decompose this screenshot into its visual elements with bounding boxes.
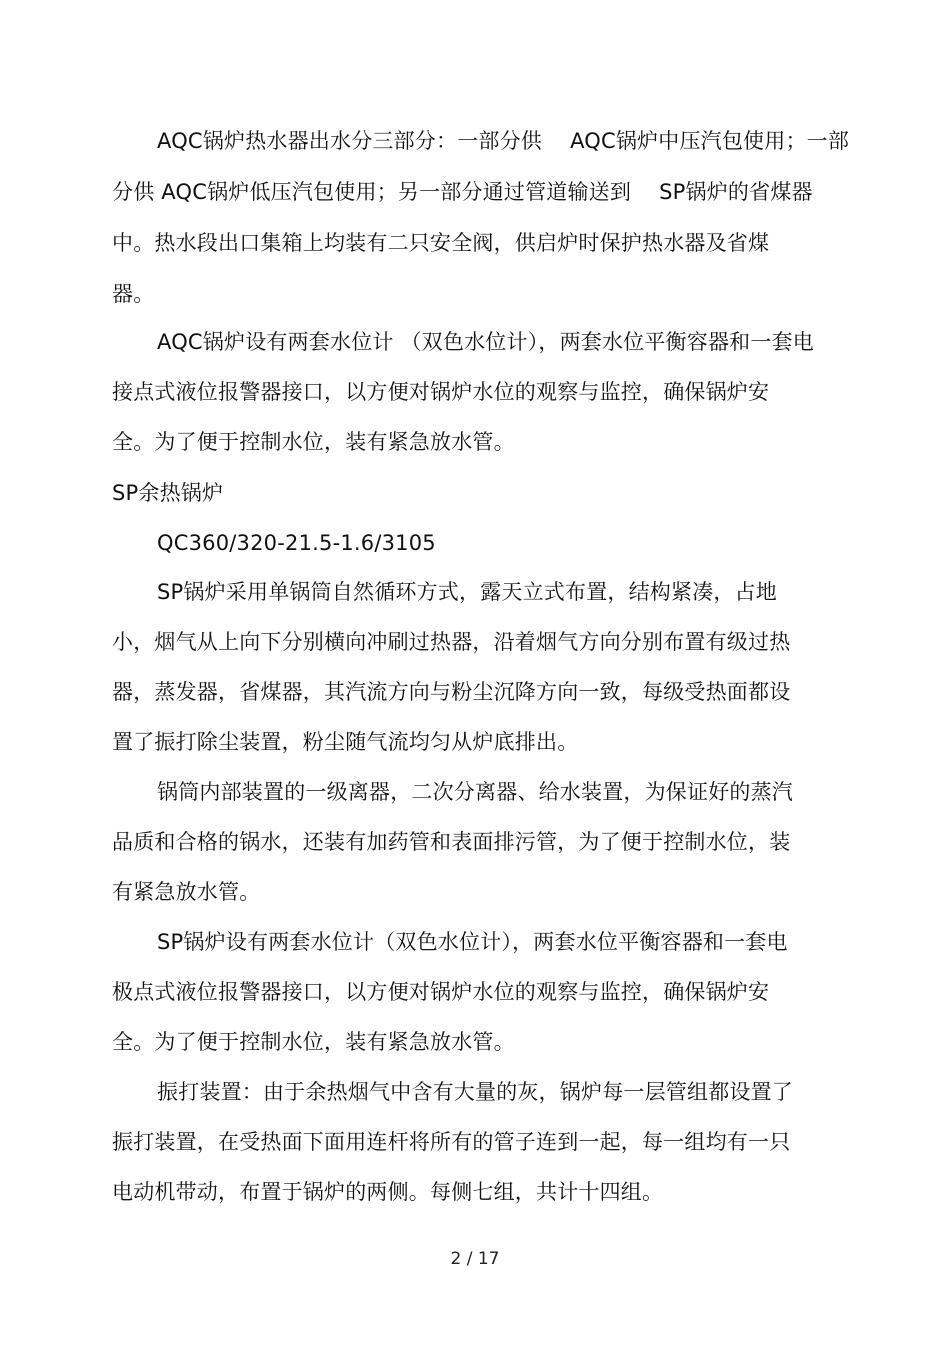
text-line: 振打装置：由于余热烟气中含有大量的灰，锅炉每一层管组都设置了 (157, 1080, 793, 1104)
text-line: 器，蒸发器，省煤器，其汽流方向与粉尘沉降方向一致，每级受热面都设 (112, 680, 791, 704)
model-number: QC360/320-21.5-1.6/3105 (157, 531, 436, 555)
text-line: 全。为了便于控制水位，装有紧急放水管。 (112, 1030, 515, 1054)
text-line: SP锅炉设有两套水位计（双色水位计），两套水位平衡容器和一套电 (157, 930, 788, 954)
text-line: 有紧急放水管。 (112, 880, 261, 904)
text-line: 接点式液位报警器接口，以方便对锅炉水位的观察与监控，确保锅炉安 (112, 380, 770, 404)
page-number: 2 / 17 (450, 1249, 500, 1269)
text-line: 小，烟气从上向下分别横向冲刷过热器，沿着烟气方向分别布置有级过热 (112, 630, 791, 654)
text-line: 器。 (112, 282, 155, 306)
text-line: 置了振打除尘装置，粉尘随气流均匀从炉底排出。 (112, 730, 579, 754)
text-line: 锅筒内部装置的一级离器，二次分离器、给水装置，为保证好的蒸汽 (157, 780, 793, 804)
text-line: 中。热水段出口集箱上均装有二只安全阀，供启炉时保护热水器及省煤 (112, 231, 770, 255)
text-line: 电动机带动，布置于锅炉的两侧。每侧七组，共计十四组。 (112, 1180, 664, 1204)
text-line: 分供 AQC锅炉低压汽包使用；另一部分通过管道输送到 SP锅炉的省煤器 (112, 180, 813, 204)
text-line: 全。为了便于控制水位，装有紧急放水管。 (112, 430, 515, 454)
text-line: AQC锅炉热水器出水分三部分：一部分供 AQC锅炉中压汽包使用；一部 (157, 129, 850, 153)
section-heading: SP余热锅炉 (112, 481, 224, 505)
text-line: 振打装置，在受热面下面用连杆将所有的管子连到一起，每一组均有一只 (112, 1130, 791, 1154)
text-line: SP锅炉采用单锅筒自然循环方式，露天立式布置，结构紧凑，占地 (157, 580, 777, 604)
text-line: 品质和合格的锅水，还装有加药管和表面排污管，为了便于控制水位，装 (112, 830, 791, 854)
text-line: AQC锅炉设有两套水位计 （双色水位计），两套水位平衡容器和一套电 (157, 330, 814, 354)
text-line: 极点式液位报警器接口，以方便对锅炉水位的观察与监控，确保锅炉安 (112, 980, 770, 1004)
